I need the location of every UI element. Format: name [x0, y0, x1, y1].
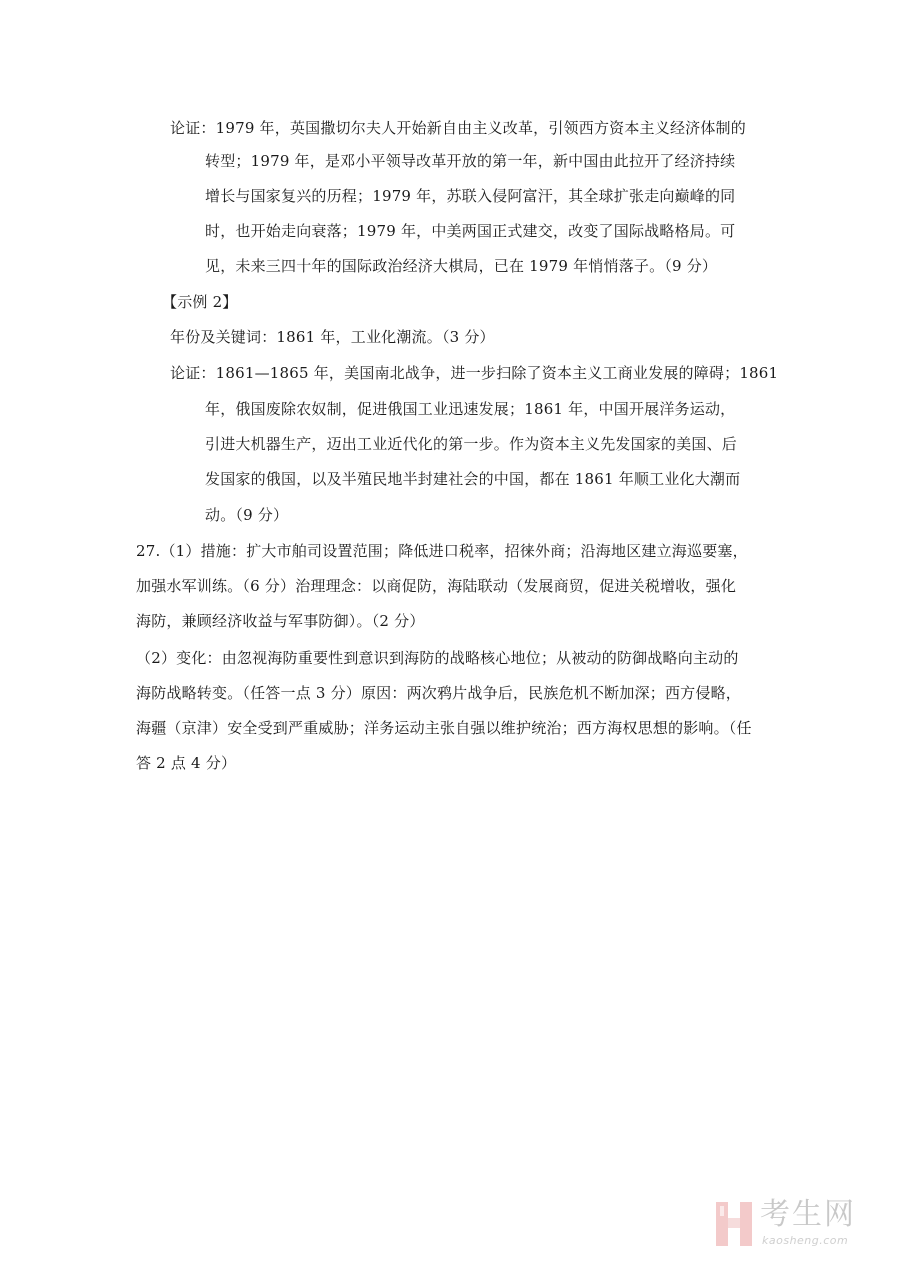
example2-argument-line-4: 发国家的俄国，以及半殖民地半封建社会的中国，都在 1861 年顺工业化大潮而	[205, 470, 741, 488]
q27-part1-line-2: 加强水军训练。（6 分）治理理念：以商促防，海陆联动（发展商贸，促进关税增收，强化	[136, 577, 737, 595]
example2-keyword-line: 年份及关键词：1861 年，工业化潮流。（3 分）	[170, 328, 495, 346]
example2-argument-line-2: 年，俄国废除农奴制，促进俄国工业迅速发展；1861 年，中国开展洋务运动，	[205, 400, 736, 418]
q27-part1-line-1: 27.（1）措施：扩大市舶司设置范围；降低进口税率，招徕外商；沿海地区建立海巡要塞，	[136, 542, 748, 560]
example2-argument-line-1: 论证：1861—1865 年，美国南北战争，进一步扫除了资本主义工商业发展的障碍；1861	[170, 364, 779, 382]
watermark-logo	[714, 1196, 884, 1254]
q27-part2-line-4: 答 2 点 4 分）	[136, 754, 237, 772]
watermark-brand-url: kaosheng.com	[762, 1234, 849, 1247]
q27-part1-line-3: 海防，兼顾经济收益与军事防御）。（2 分）	[136, 612, 425, 630]
example1-argument-line-2: 转型；1979 年，是邓小平领导改革开放的第一年，新中国由此拉开了经济持续	[205, 152, 736, 170]
q27-part2-line-3: 海疆（京津）安全受到严重威胁；洋务运动主张自强以维护统治；西方海权思想的影响。（任	[136, 719, 752, 737]
kaosheng-logo-icon	[714, 1200, 754, 1248]
watermark-brand-text: 考生网	[760, 1197, 856, 1232]
q27-part2-line-1: （2）变化：由忽视海防重要性到意识到海防的战略核心地位；从被动的防御战略向主动的	[136, 649, 739, 667]
example2-heading: 【示例 2】	[162, 293, 238, 311]
q27-part2-line-2: 海防战略转变。（任答一点 3 分）原因：两次鸦片战争后，民族危机不断加深；西方侵略，	[136, 684, 741, 702]
example2-argument-line-5: 动。（9 分）	[205, 506, 289, 524]
example1-argument-line-3: 增长与国家复兴的历程；1979 年，苏联入侵阿富汗，其全球扩张走向巅峰的同	[205, 187, 736, 205]
example1-argument-line-4: 时，也开始走向衰落；1979 年，中美两国正式建交，改变了国际战略格局。可	[205, 222, 736, 240]
example1-argument-line-1: 论证：1979 年，英国撒切尔夫人开始新自由主义改革，引领西方资本主义经济体制的	[170, 119, 746, 137]
example2-argument-line-3: 引进大机器生产，迈出工业近代化的第一步。作为资本主义先发国家的美国、后	[205, 435, 738, 453]
example1-argument-line-5: 见，未来三四十年的国际政治经济大棋局，已在 1979 年悄悄落子。（9 分）	[205, 257, 718, 275]
